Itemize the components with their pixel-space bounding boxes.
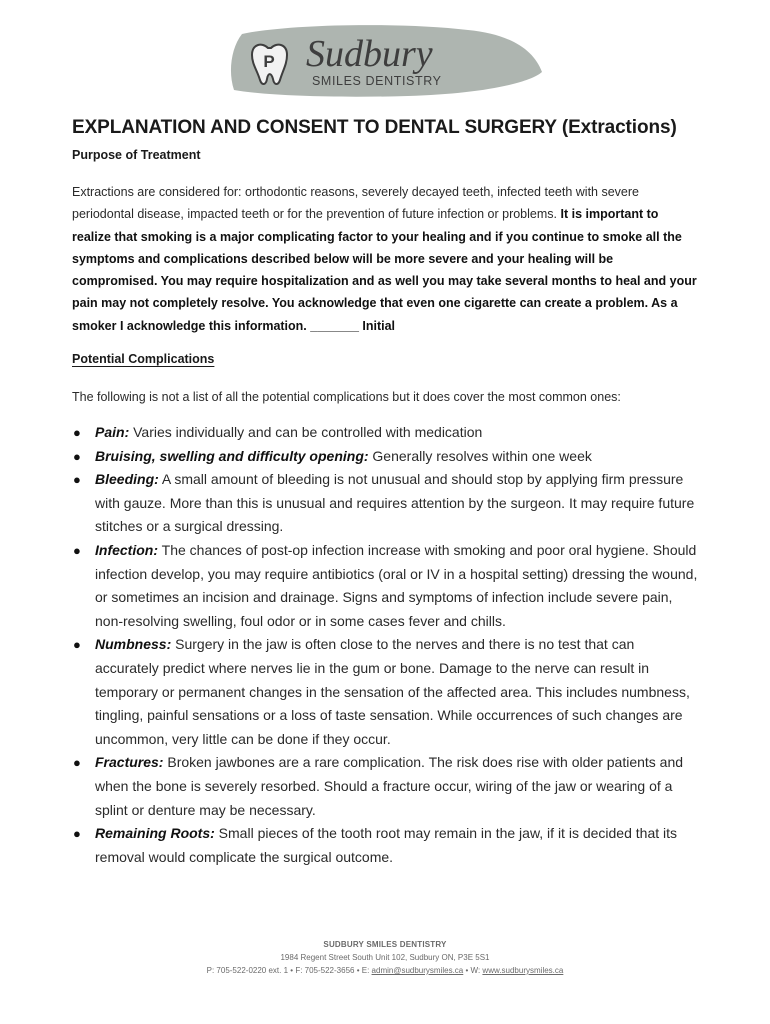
logo-name: Sudbury	[306, 33, 433, 75]
purpose-text: Extractions are considered for: orthodontic reasons, severely decayed teeth, infected teeth with severe periodontal disease, impacted teeth or for the prevention of future infection or problems.	[72, 185, 639, 222]
bullet-icon: ●	[73, 826, 81, 842]
complication-term: Infection:	[95, 541, 158, 558]
footer-clinic-name: SUDBURY SMILES DENTISTRY	[323, 940, 447, 949]
footer-address: 1984 Regent Street South Unit 102, Sudbury ON, P3E 5S1	[280, 953, 490, 962]
footer-fax: F: 705-522-3656	[295, 966, 355, 975]
complication-term: Fractures:	[95, 754, 164, 771]
complication-text: Broken jawbones are a rare complication. The risk does rise with older patients and when the bone is severely resorbed. Should a fracture occur, wiring of the jaw or wearing of a splint or denture may be necessary.	[95, 754, 684, 818]
footer-phone: P: 705-522-0220 ext. 1	[206, 966, 289, 975]
complication-remaining-roots	[72, 822, 700, 869]
complication-text: Surgery in the jaw is often close to the nerves and there is no test that can accurately predict where nerves lie in the gum or bone. Damage to the nerve can result in temporary or permanent changes in the sensation of the affected area. This includes numbness, tingling, painful sensations or a loss of taste sensation. While occurrences of such changes are uncommon, very little can be done if they occur.	[95, 636, 690, 747]
purpose-paragraph	[72, 181, 700, 337]
complication-pain	[72, 421, 700, 445]
complications-intro: The following is not a list of all the potential complications but it does cover the most common ones:	[72, 390, 621, 404]
footer-email-label: E:	[361, 966, 370, 975]
complication-text: Generally resolves within one week	[372, 447, 592, 464]
document-title: EXPLANATION AND CONSENT TO DENTAL SURGERY (Extractions)	[72, 117, 677, 138]
complication-infection	[72, 539, 700, 633]
logo-graphic	[228, 22, 546, 100]
bullet-icon: ●	[73, 755, 81, 771]
complication-bruising	[72, 445, 700, 469]
purpose-heading: Purpose of Treatment	[72, 148, 201, 162]
bullet-icon: ●	[73, 637, 81, 653]
complication-term: Numbness:	[95, 636, 172, 653]
svg-text:P: P	[263, 52, 275, 71]
footer-separator: •	[356, 966, 360, 975]
complication-term: Remaining Roots:	[95, 825, 215, 842]
smoking-warning: It is important to realize that smoking is a major complicating factor to your healing and if you continue to smoke all the symptoms and complications described below will be more severe and your healing will be compromised. You may require hospitalization and as well you may take several months to heal and your pain may not completely resolve. You acknowledge that even one cigarette can create a problem. As a smoker I acknowledge this information. _______ Initial	[72, 207, 697, 333]
complication-term: Pain:	[95, 424, 130, 440]
bullet-icon: ●	[73, 425, 81, 440]
complication-term: Bruising, swelling and difficulty opening:	[95, 447, 369, 464]
footer-web-label: W:	[470, 966, 481, 975]
complication-term: Bleeding:	[95, 471, 159, 488]
complication-text: A small amount of bleeding is not unusual and should stop by applying firm pressure with gauze. More than this is unusual and requires attention by the surgeon. It may require future stitches or a surgical dressing.	[95, 471, 695, 535]
complication-text: The chances of post-op infection increase with smoking and poor oral hygiene. Should infection develop, you may require antibiotics (oral or IV in a hospital setting) dressing the wound, or sometimes an incision and drainage. Signs and symptoms of infection include severe pain, non-resolving swelling, foul odor or in some cases fever and chills.	[95, 541, 698, 629]
complication-text: Varies individually and can be controlled with medication	[133, 424, 483, 440]
complications-list	[72, 421, 700, 869]
complications-heading: Potential Complications	[72, 352, 215, 366]
footer-contact	[0, 964, 770, 977]
bullet-icon: ●	[73, 448, 81, 464]
footer	[0, 938, 770, 977]
footer-email-link[interactable]: admin@sudburysmiles.ca	[371, 966, 464, 975]
complication-numbness	[72, 633, 700, 751]
logo-tagline: SMILES DENTISTRY	[312, 74, 442, 88]
bullet-icon: ●	[73, 542, 81, 558]
bullet-icon: ●	[73, 472, 81, 488]
logo	[228, 22, 546, 100]
footer-website-link[interactable]: www.sudburysmiles.ca	[482, 966, 564, 975]
complication-text: Small pieces of the tooth root may remain in the jaw, if it is decided that its removal would complicate the surgical outcome.	[95, 825, 678, 865]
footer-separator: •	[465, 966, 469, 975]
complication-fractures	[72, 751, 700, 822]
footer-separator: •	[290, 966, 294, 975]
complication-bleeding	[72, 468, 700, 539]
